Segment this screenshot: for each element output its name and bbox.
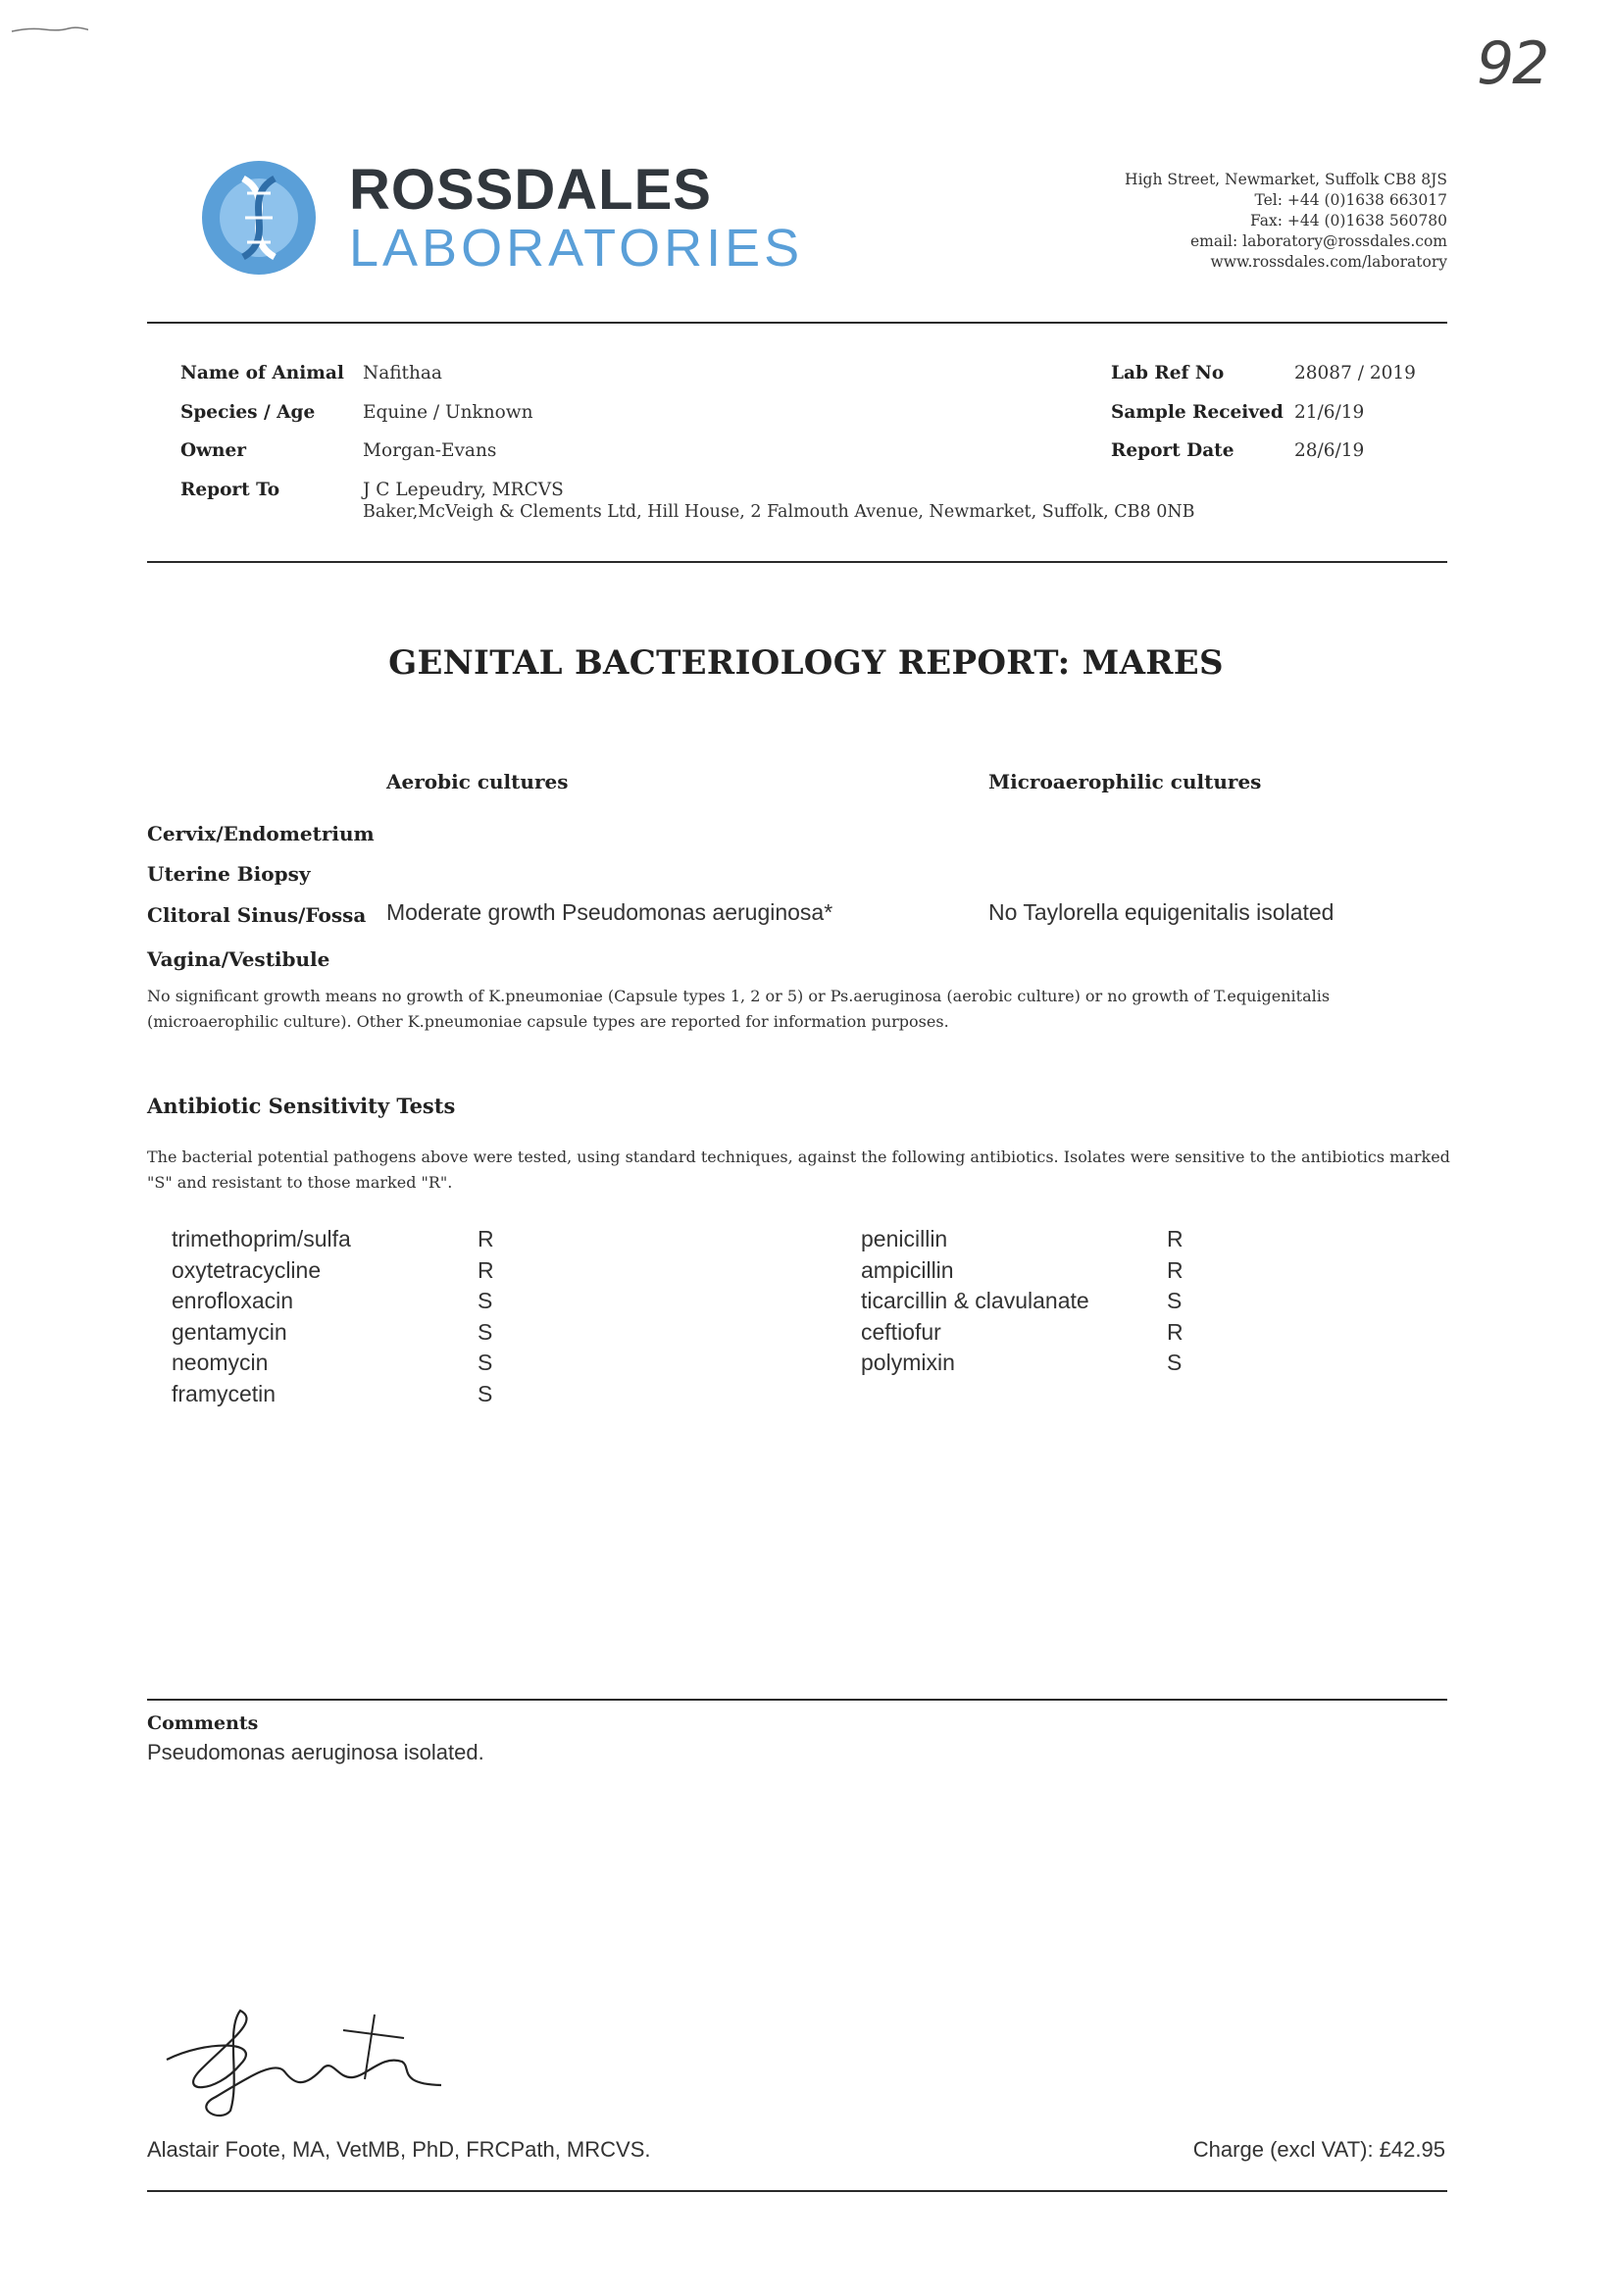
signature	[147, 2001, 500, 2128]
lab-name-sub: LABORATORIES	[349, 219, 804, 278]
antibiotic-name: penicillin	[861, 1226, 948, 1251]
signatory-name: Alastair Foote, MA, VetMB, PhD, FRCPath, MRCVS.	[147, 2137, 651, 2162]
name-value: Nafithaa	[363, 363, 442, 383]
antibiotic-left-row	[172, 1350, 662, 1379]
antibiotic-right-row	[861, 1226, 1351, 1255]
antibiotic-left-row	[172, 1288, 662, 1317]
antibiotic-result: S	[478, 1288, 493, 1313]
charge: Charge (excl VAT): £42.95	[1192, 2137, 1445, 2162]
antibiotic-result: S	[1167, 1288, 1183, 1313]
antibiotic-result: R	[1167, 1318, 1184, 1345]
sample-received-value: 21/6/19	[1294, 402, 1365, 423]
antibiotic-name: polymixin	[861, 1350, 955, 1375]
report-date-value: 28/6/19	[1294, 440, 1365, 461]
antibiotic-name: neomycin	[172, 1350, 269, 1375]
lab-email: email: laboratory@rossdales.com	[1189, 232, 1447, 250]
antibiotic-right-row	[861, 1288, 1351, 1317]
site-clitoral: Clitoral Sinus/Fossa	[147, 903, 367, 927]
report-to-label: Report To	[180, 480, 280, 500]
antibiotic-left-row	[172, 1319, 662, 1349]
lab-ref-value: 28087 / 2019	[1294, 363, 1416, 383]
divider-bottom	[147, 2190, 1447, 2192]
aerobic-header: Aerobic cultures	[386, 770, 569, 793]
antibiotic-left-row	[172, 1381, 662, 1410]
culture-note: No significant growth means no growth of K.pneumoniae (Capsule types 1, 2 or 5) or Ps.aeruginosa (aerobic culture) or no growth of T.equigenitalis (microaerophilic culture). Other K.pneumoniae capsule types are reported for information purposes.	[147, 987, 1331, 1031]
antibiotic-result: R	[1167, 1256, 1184, 1283]
antibiotic-left-row	[172, 1226, 662, 1255]
species-label: Species / Age	[180, 402, 316, 423]
antibiotic-name: ampicillin	[861, 1256, 954, 1283]
antibiotic-result: S	[1167, 1350, 1183, 1375]
antibiotic-intro: The bacterial potential pathogens above were tested, using standard techniques, against the following antibiotics. Isolates were sensitive to the antibiotics marked "S" and resistant to those marked "R".	[147, 1148, 1450, 1192]
comments-heading: Comments	[147, 1712, 259, 1734]
microaerophilic-header: Microaerophilic cultures	[988, 770, 1262, 793]
lab-logo	[200, 159, 318, 277]
antibiotic-name: gentamycin	[172, 1318, 287, 1345]
antibiotic-right-row	[861, 1257, 1351, 1287]
site-cervix: Cervix/Endometrium	[147, 822, 375, 845]
lab-ref-label: Lab Ref No	[1111, 363, 1225, 383]
site-uterine-biopsy: Uterine Biopsy	[147, 862, 311, 886]
handwritten-page-number: 92	[1477, 29, 1548, 98]
species-value: Equine / Unknown	[363, 402, 533, 423]
sample-received-label: Sample Received	[1111, 402, 1284, 423]
name-label: Name of Animal	[180, 363, 344, 383]
report-to-name: J C Lepeudry, MRCVS	[363, 480, 564, 500]
lab-tel: Tel: +44 (0)1638 663017	[1254, 191, 1447, 209]
report-title: GENITAL BACTERIOLOGY REPORT: MARES	[388, 643, 1224, 683]
antibiotic-result: R	[478, 1256, 494, 1283]
antibiotic-name: trimethoprim/sulfa	[172, 1226, 351, 1251]
antibiotic-heading: Antibiotic Sensitivity Tests	[147, 1094, 456, 1118]
clitoral-aerobic-result: Moderate growth Pseudomonas aeruginosa*	[386, 899, 833, 925]
lab-address: High Street, Newmarket, Suffolk CB8 8JS	[1125, 171, 1447, 188]
antibiotic-name: enrofloxacin	[172, 1288, 294, 1313]
owner-value: Morgan-Evans	[363, 440, 497, 461]
antibiotic-right-row	[861, 1350, 1351, 1379]
comments-text: Pseudomonas aeruginosa isolated.	[147, 1740, 484, 1764]
antibiotic-result: R	[1167, 1226, 1184, 1251]
lab-fax: Fax: +44 (0)1638 560780	[1250, 212, 1447, 230]
scan-mark	[10, 22, 88, 27]
antibiotic-name: ticarcillin & clavulanate	[861, 1288, 1089, 1313]
antibiotic-right-row	[861, 1319, 1351, 1349]
lab-name: ROSSDALES	[349, 158, 712, 222]
antibiotic-name: framycetin	[172, 1380, 277, 1406]
antibiotic-name: ceftiofur	[861, 1318, 941, 1345]
divider-details	[147, 561, 1447, 563]
divider-top	[147, 322, 1447, 324]
antibiotic-name: oxytetracycline	[172, 1256, 322, 1283]
report-date-label: Report Date	[1111, 440, 1234, 461]
antibiotic-result: S	[478, 1380, 493, 1406]
divider-comments	[147, 1699, 1447, 1701]
antibiotic-result: S	[478, 1318, 493, 1345]
dna-logo-icon	[200, 159, 318, 277]
owner-label: Owner	[180, 440, 247, 461]
antibiotic-result: R	[478, 1226, 494, 1251]
clitoral-micro-result: No Taylorella equigenitalis isolated	[988, 899, 1335, 925]
antibiotic-left-row	[172, 1257, 662, 1287]
site-vagina: Vagina/Vestibule	[147, 947, 330, 971]
report-to-address: Baker,McVeigh & Clements Ltd, Hill House, 2 Falmouth Avenue, Newmarket, Suffolk, CB8 0NB	[363, 502, 1195, 522]
lab-website: www.rossdales.com/laboratory	[1210, 253, 1447, 271]
antibiotic-result: S	[478, 1350, 493, 1375]
